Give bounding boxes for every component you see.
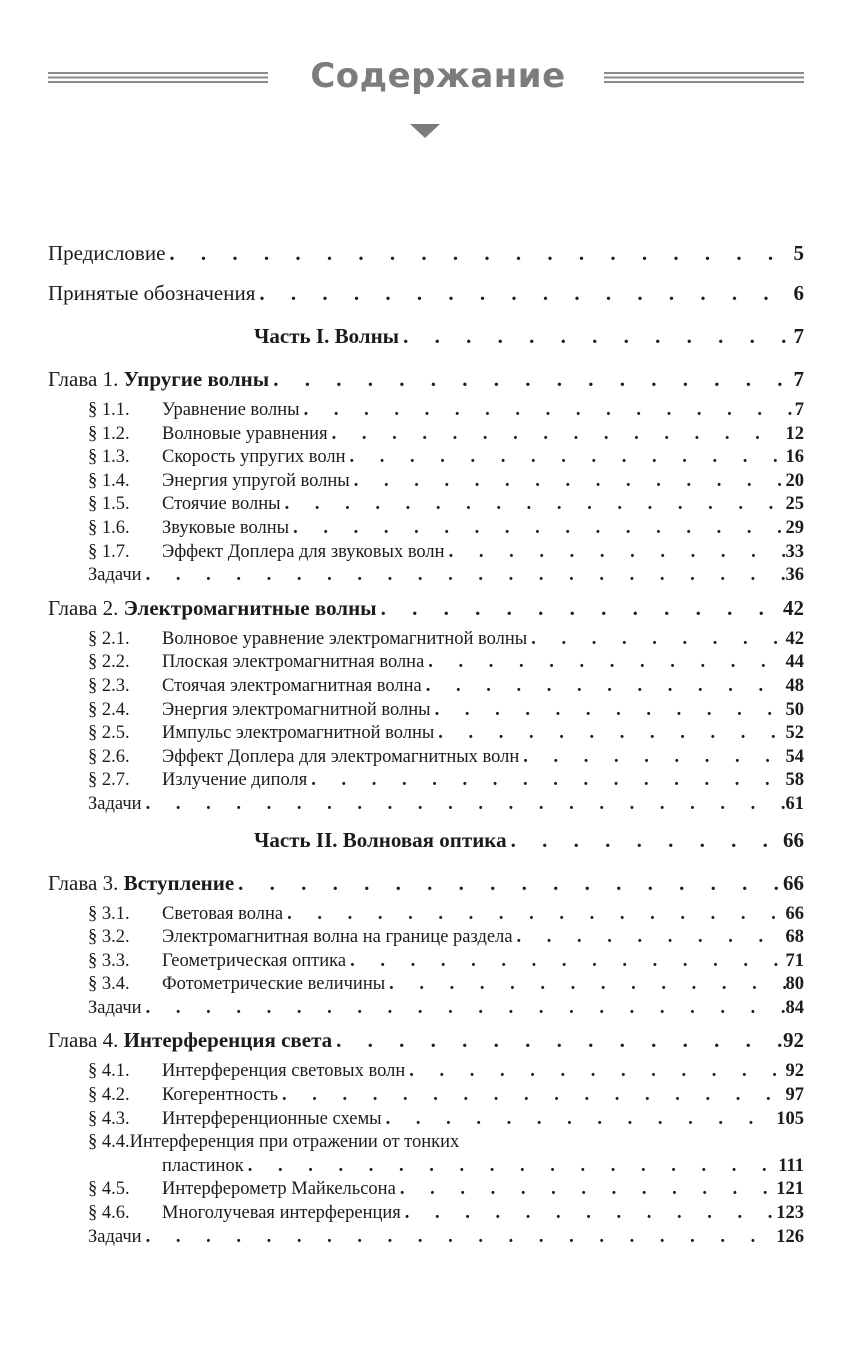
- dot-leader: [350, 470, 786, 494]
- dot-leader: [165, 233, 793, 273]
- dot-leader: [445, 541, 786, 565]
- table-of-contents: [48, 233, 804, 1249]
- dot-leader: [405, 1060, 785, 1084]
- toc-part[interactable]: [48, 313, 804, 359]
- dot-leader: [346, 950, 785, 974]
- section-label: [88, 423, 328, 447]
- toc-section[interactable]: [48, 950, 804, 974]
- toc-section[interactable]: [48, 628, 804, 652]
- page-number: 29: [785, 517, 804, 538]
- part-label: Часть II. Волновая оптика: [254, 827, 507, 852]
- toc-section-continuation[interactable]: [48, 1155, 804, 1179]
- chapter-label: [48, 1020, 332, 1060]
- section-label: [88, 903, 283, 927]
- section-label: [88, 973, 385, 997]
- page-number: 58: [785, 770, 804, 791]
- page-number: 7: [793, 367, 804, 391]
- dot-leader: [278, 1084, 785, 1108]
- dot-leader: [281, 493, 786, 517]
- section-title: Плоская электромагнитная волна: [162, 652, 425, 673]
- toc-section[interactable]: [48, 446, 804, 470]
- page-number: 6: [793, 281, 804, 305]
- tasks-label: Задачи: [88, 1226, 142, 1247]
- section-title: Скорость упругих волн: [162, 447, 346, 468]
- page-number: 105: [776, 1108, 804, 1129]
- page-number: 80: [785, 974, 804, 995]
- dot-leader: [424, 651, 785, 675]
- toc-section[interactable]: [48, 399, 804, 423]
- section-number: § 4.2.: [88, 1085, 130, 1106]
- down-triangle-icon: [410, 124, 440, 138]
- section-number: § 4.6.: [88, 1203, 130, 1224]
- section-title-continued: пластинок: [162, 1155, 244, 1176]
- dot-leader: [527, 628, 785, 652]
- page-number: 44: [785, 652, 804, 673]
- section-number: § 1.2.: [88, 423, 130, 444]
- toc-chapter[interactable]: [48, 359, 804, 399]
- chapter-label: [48, 588, 377, 628]
- toc-section[interactable]: [48, 973, 804, 997]
- toc-section[interactable]: [48, 1108, 804, 1132]
- section-label: [88, 399, 300, 423]
- dot-leader: [142, 997, 786, 1021]
- page-number: 16: [785, 447, 804, 468]
- chapter-prefix: Глава 3.: [48, 870, 119, 895]
- section-number: § 1.1.: [88, 400, 130, 420]
- toc-section[interactable]: [48, 769, 804, 793]
- page-number: 52: [785, 723, 804, 744]
- section-number: § 2.1.: [88, 628, 130, 649]
- section-label: [88, 1178, 396, 1202]
- toc-section[interactable]: [48, 541, 804, 565]
- dot-leader: [332, 1020, 783, 1060]
- toc-chapter[interactable]: [48, 588, 804, 628]
- section-number: § 1.7.: [88, 541, 130, 562]
- section-number: § 1.4.: [88, 470, 130, 491]
- section-title: Эффект Доплера для электромагнитных волн: [162, 746, 520, 767]
- part-label: Часть I. Волны: [254, 324, 400, 348]
- section-title: Интерференция световых волн: [162, 1061, 406, 1082]
- section-label: [88, 722, 434, 746]
- toc-section[interactable]: [48, 651, 804, 675]
- dot-leader: [377, 588, 783, 628]
- section-number: § 4.3.: [88, 1108, 130, 1129]
- section-title: Эффект Доплера для звуковых волн: [162, 541, 445, 562]
- toc-chapter[interactable]: [48, 863, 804, 903]
- section-label: [88, 1202, 401, 1226]
- toc-section[interactable]: [48, 675, 804, 699]
- dot-leader: [507, 817, 783, 863]
- page-number: 126: [776, 1226, 804, 1247]
- page-title: Содержание: [310, 56, 566, 96]
- dot-leader: [345, 446, 785, 470]
- dot-leader: [283, 903, 785, 927]
- page-number: 84: [785, 997, 804, 1018]
- page-number: 54: [785, 746, 804, 767]
- toc-tasks[interactable]: [48, 793, 804, 817]
- section-label: [88, 699, 431, 723]
- dot-leader: [513, 926, 786, 950]
- section-number: § 1.3.: [88, 447, 130, 468]
- dot-leader: [142, 1226, 777, 1250]
- section-number: § 4.5.: [88, 1179, 130, 1200]
- section-title: Интерференционные схемы: [162, 1108, 382, 1129]
- section-title: Стоячие волны: [162, 494, 281, 515]
- page-number: 71: [785, 950, 804, 971]
- page-number: 111: [778, 1155, 804, 1176]
- section-number: § 1.5.: [88, 494, 130, 515]
- toc-tasks[interactable]: [48, 564, 804, 588]
- page-number: 5: [793, 241, 804, 265]
- section-label: [88, 1084, 278, 1108]
- toc-tasks[interactable]: [48, 997, 804, 1021]
- section-label: [88, 470, 350, 494]
- page-number: 66: [783, 870, 804, 895]
- toc-entry-label: Предисловие: [48, 241, 166, 265]
- chapter-title: Электромагнитные волны: [123, 595, 377, 620]
- dot-leader: [382, 1108, 777, 1132]
- chapter-label: [48, 359, 269, 399]
- section-title: Многолучевая интерференция: [162, 1203, 401, 1224]
- chapter-title: Интерференция света: [123, 1028, 333, 1053]
- dot-leader: [234, 863, 783, 903]
- page-number: 20: [785, 470, 804, 491]
- section-title: Интерферометр Майкельсона: [162, 1179, 396, 1200]
- dot-leader: [244, 1155, 779, 1179]
- section-number: § 2.5.: [88, 723, 130, 744]
- section-title: Стоячая электромагнитная волна: [162, 675, 422, 696]
- page-number: 61: [785, 793, 804, 814]
- section-title: Волновые уравнения: [162, 423, 328, 444]
- section-label: [88, 493, 281, 517]
- section-title: Энергия электромагнитной волны: [162, 699, 431, 720]
- toc-section[interactable]: [48, 517, 804, 541]
- section-number: § 3.3.: [88, 950, 130, 971]
- toc-section[interactable]: [48, 1178, 804, 1202]
- section-title: Фотометрические величины: [162, 974, 386, 995]
- section-title: Электромагнитная волна на границе раздела: [162, 927, 513, 948]
- tasks-label: Задачи: [88, 793, 142, 814]
- toc-entry[interactable]: [48, 233, 804, 273]
- section-label: [88, 1108, 382, 1132]
- section-label: [88, 950, 346, 974]
- dot-leader: [431, 699, 786, 723]
- page-number: 92: [783, 1028, 804, 1053]
- page-number: 42: [785, 628, 804, 649]
- section-label: [88, 628, 527, 652]
- section-label: [88, 926, 513, 950]
- section-label: [88, 1131, 459, 1155]
- page-number: 68: [785, 927, 804, 948]
- tasks-label: Задачи: [88, 997, 142, 1018]
- toc-header: [48, 58, 804, 98]
- toc-section[interactable]: [48, 926, 804, 950]
- toc-chapter[interactable]: [48, 1020, 804, 1060]
- dot-leader: [396, 1178, 776, 1202]
- page-number: 66: [783, 827, 804, 852]
- section-label: [88, 675, 422, 699]
- toc-section[interactable]: [48, 903, 804, 927]
- section-label: [88, 1060, 405, 1084]
- section-number: § 4.4.: [88, 1132, 130, 1153]
- section-title: Когерентность: [162, 1085, 279, 1106]
- toc-section[interactable]: [48, 1202, 804, 1226]
- dot-leader: [255, 273, 793, 313]
- chapter-title: Вступление: [123, 870, 235, 895]
- page-number: 12: [785, 423, 804, 444]
- section-title: Геометрическая оптика: [162, 950, 347, 971]
- tasks-label: Задачи: [88, 565, 142, 586]
- section-number: § 4.1.: [88, 1061, 130, 1082]
- chapter-title: Упругие волны: [123, 367, 270, 391]
- section-title: Интерференция при отражении от тонких: [129, 1132, 460, 1153]
- dot-leader: [328, 423, 786, 447]
- section-label: [88, 746, 519, 770]
- section-title: Излучение диполя: [162, 770, 308, 791]
- dot-leader: [142, 793, 786, 817]
- chapter-prefix: Глава 1.: [48, 367, 119, 391]
- page-number: 123: [776, 1203, 804, 1224]
- header-rule-left: [48, 72, 268, 83]
- section-number: § 2.4.: [88, 699, 130, 720]
- page-number: 7: [793, 324, 804, 348]
- section-number: § 2.2.: [88, 652, 130, 673]
- toc-section[interactable]: [48, 722, 804, 746]
- header-rule-right: [604, 72, 804, 83]
- section-title: Волновое уравнение электромагнитной волны: [162, 628, 528, 649]
- chapter-label: [48, 863, 234, 903]
- chapter-prefix: Глава 4.: [48, 1028, 119, 1053]
- toc-section[interactable]: [48, 423, 804, 447]
- section-title: Световая волна: [162, 903, 284, 924]
- section-title: Энергия упругой волны: [162, 470, 350, 491]
- dot-leader: [307, 769, 785, 793]
- page-number: 48: [785, 675, 804, 696]
- section-number: § 3.4.: [88, 974, 130, 995]
- page-number: 36: [785, 565, 804, 586]
- page-number: 50: [785, 699, 804, 720]
- section-label: [88, 769, 307, 793]
- toc-entry-label: Принятые обозначения: [48, 281, 256, 305]
- chapter-prefix: Глава 2.: [48, 595, 119, 620]
- dot-leader: [142, 564, 786, 588]
- dot-leader: [289, 517, 785, 541]
- section-title: Импульс электромагнитной волны: [162, 723, 435, 744]
- page-number: 25: [785, 494, 804, 515]
- toc-section[interactable]: [48, 699, 804, 723]
- section-number: § 2.6.: [88, 746, 130, 767]
- section-title: Звуковые волны: [162, 517, 290, 538]
- dot-leader: [269, 359, 793, 399]
- toc-section[interactable]: [48, 493, 804, 517]
- toc-section[interactable]: [48, 1084, 804, 1108]
- section-label: [88, 651, 424, 675]
- page-number: 97: [785, 1085, 804, 1106]
- section-number: § 1.6.: [88, 517, 130, 538]
- section-number: § 3.2.: [88, 927, 130, 948]
- section-title: Уравнение волны: [162, 400, 300, 420]
- toc-part[interactable]: [48, 817, 804, 863]
- section-number: § 2.3.: [88, 675, 130, 696]
- dot-leader: [519, 746, 785, 770]
- toc-section[interactable]: [48, 746, 804, 770]
- page-number: 92: [785, 1061, 804, 1082]
- page-number: 7: [794, 400, 804, 420]
- page-number: 66: [785, 903, 804, 924]
- toc-section[interactable]: [48, 1060, 804, 1084]
- toc-entry[interactable]: [48, 273, 804, 313]
- page-number: 121: [776, 1179, 804, 1200]
- section-label: [88, 446, 345, 470]
- dot-leader: [385, 973, 785, 997]
- dot-leader: [300, 399, 795, 423]
- dot-leader: [434, 722, 785, 746]
- section-label: [88, 517, 289, 541]
- toc-section[interactable]: [48, 1131, 804, 1155]
- toc-section[interactable]: [48, 470, 804, 494]
- toc-tasks[interactable]: [48, 1226, 804, 1250]
- page-number: 33: [785, 541, 804, 562]
- section-number: § 3.1.: [88, 903, 130, 924]
- page-number: 42: [783, 595, 804, 620]
- dot-leader: [399, 313, 793, 359]
- section-number: § 2.7.: [88, 770, 130, 791]
- dot-leader: [422, 675, 786, 699]
- dot-leader: [401, 1202, 776, 1226]
- section-label: [88, 541, 445, 565]
